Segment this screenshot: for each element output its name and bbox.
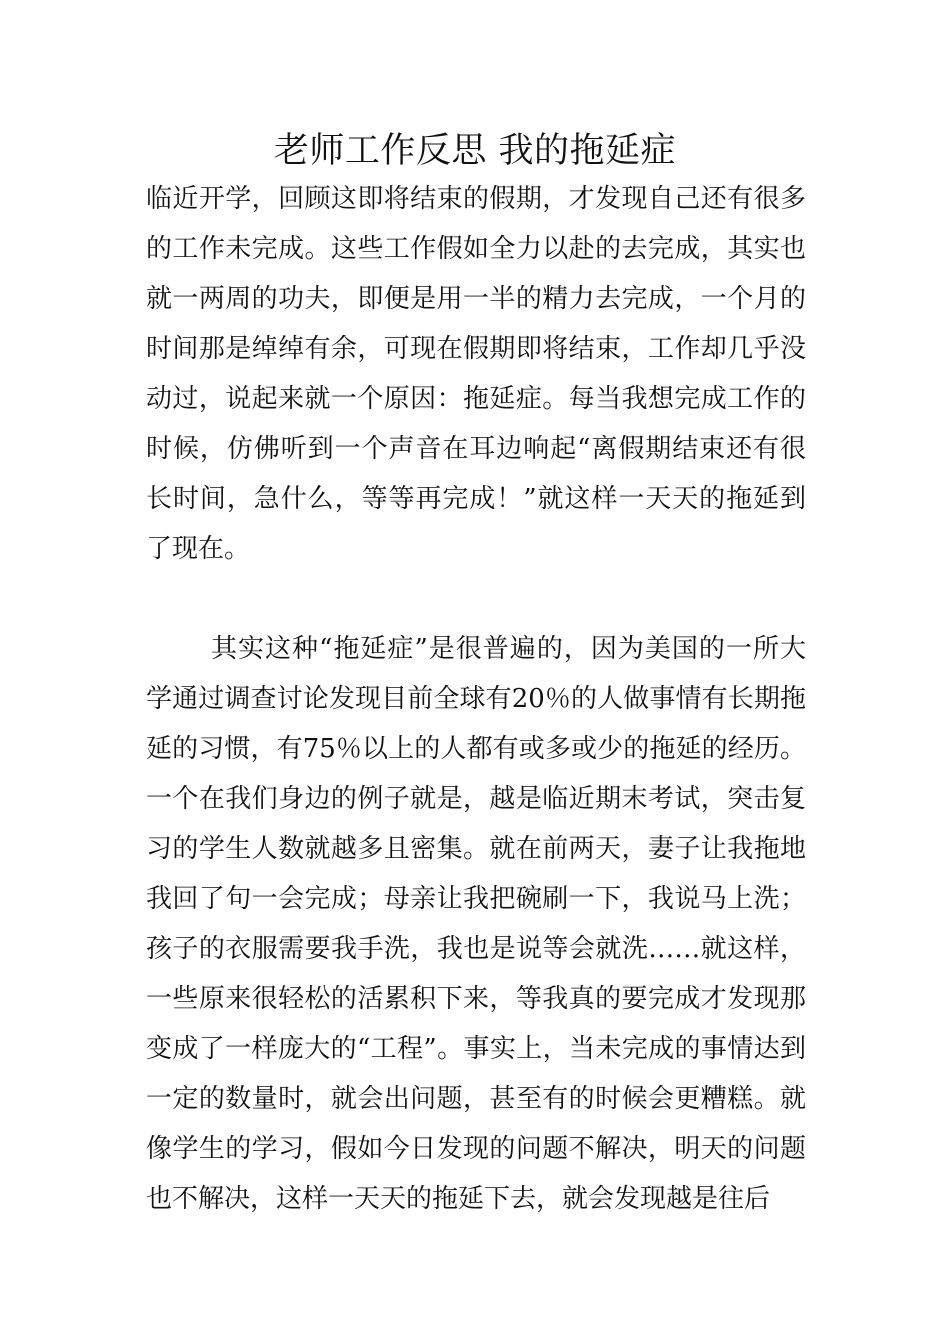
document-title: 老师工作反思 我的拖延症: [273, 131, 677, 171]
document-body: [146, 174, 806, 1224]
paragraph-1: 临近开学，回顾这即将结束的假期，才发现自己还有很多的工作未完成。这些工作假如全力以赴的去完成，其实也就一两周的功夫，即便是用一半的精力去完成，一个月的时间那是绰绰有余，可现在假期即将结束，工作却几乎没动过，说起来就一个原因：拖延症。每当我想完成工作的时候，仿佛听到一个声音在耳边响起“离假期结束还有很长时间，急什么，等等再完成！”就这样一天天的拖延到了现在。: [146, 184, 806, 564]
paragraph-2: 其实这种“拖延症”是很普遍的，因为美国的一所大学通过调查讨论发现目前全球有20％的人做事情有长期拖延的习惯，有75％以上的人都有或多或少的拖延的经历。一个在我们身边的例子就是，越是临近期末考试，突击复习的学生人数就越多且密集。就在前两天，妻子让我拖地我回了句一会完成；母亲让我把碗刷一下，我说马上洗；孩子的衣服需要我手洗，我也是说等会就洗……就这样，一些原来很轻松的活累积下来，等我真的要完成才发现那变成了一样庞大的“工程”。事实上，当未完成的事情达到一定的数量时，就会出问题，甚至有的时候会更糟糕。就像学生的学习，假如今日发现的问题不解决，明天的问题也不解决，这样一天天的拖延下去，就会发现越是往后: [146, 634, 806, 1214]
